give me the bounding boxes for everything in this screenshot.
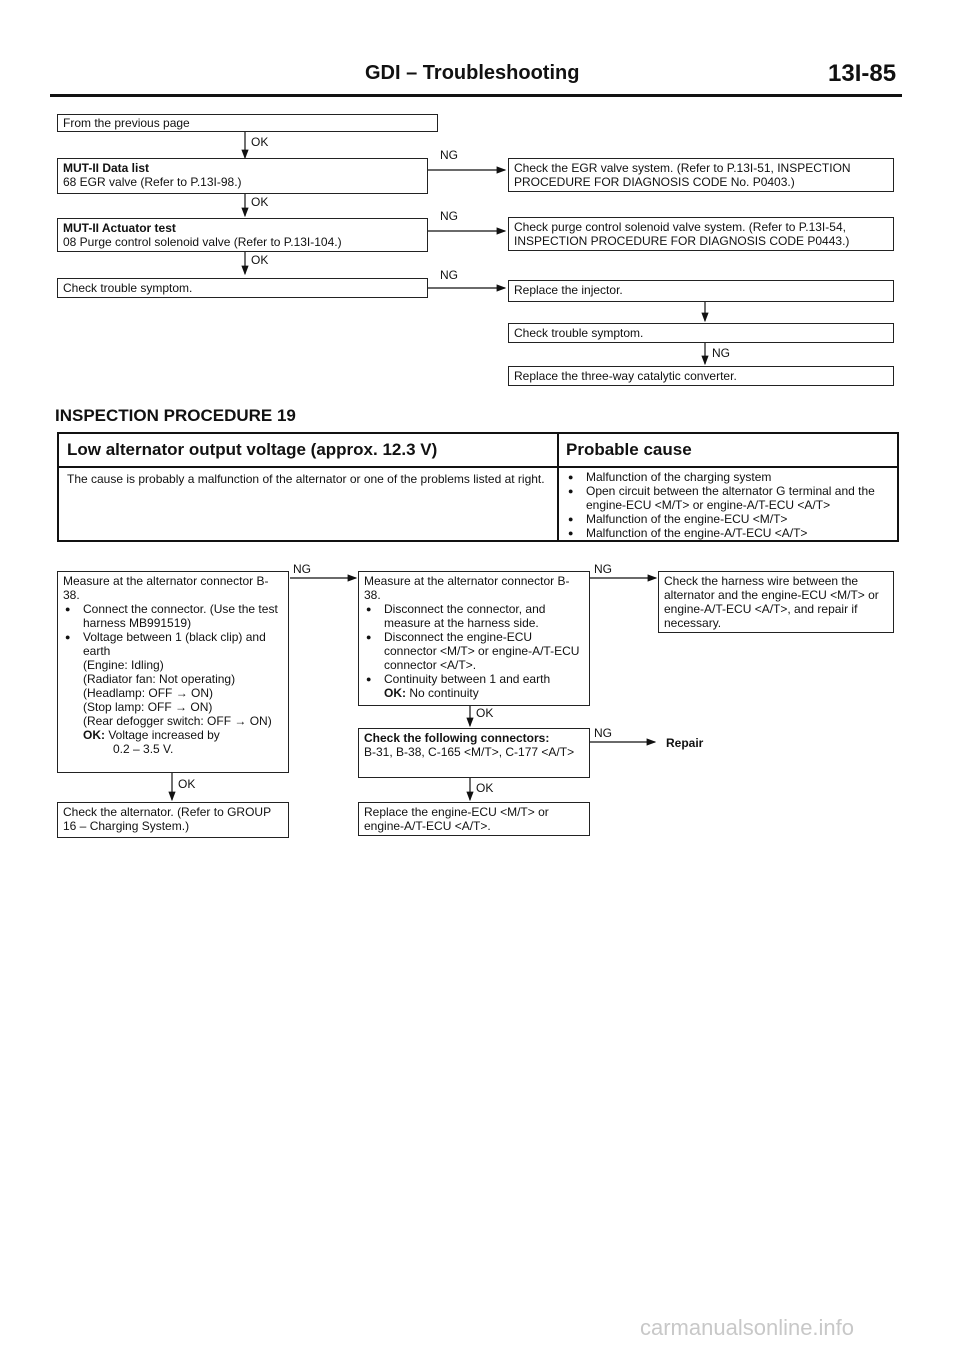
mut-data-list-title: MUT-II Data list <box>63 161 150 175</box>
table-divider-v <box>557 434 559 540</box>
condition-item: (Radiator fan: Not operating) <box>83 672 236 686</box>
replace-injector-text: Replace the injector. <box>514 283 623 297</box>
check-symptom-2-box <box>508 323 894 343</box>
ok-criteria-label: OK: <box>83 728 105 742</box>
measure-step: ● Connect the connector. (Use the test harness MB991519) <box>63 602 283 630</box>
check-symptom-2-text: Check trouble symptom. <box>514 326 644 340</box>
check-alternator-text: Check the alternator. (Refer to GROUP 16 – Charging System.) <box>63 805 271 833</box>
ok-label-1: OK <box>251 135 269 149</box>
connectors-check-title: Check the following connectors: <box>364 731 550 745</box>
ng-label-5: NG <box>293 562 311 576</box>
ng-label-3: NG <box>440 268 458 282</box>
ng-label-2: NG <box>440 209 458 223</box>
actuator-test-box <box>57 218 428 252</box>
measure-connected-title: Measure at the alternator connector B-38. <box>63 574 269 602</box>
ok-label-3: OK <box>251 253 269 267</box>
ok-criteria-2-text: No continuity <box>409 686 479 700</box>
cause-item: ● Open circuit between the alternator G terminal and the engine-ECU <M/T> or engine-A/T-ECU <A/T> <box>566 484 896 512</box>
symptom-header: Low alternator output voltage (approx. 12.3 V) <box>67 440 438 459</box>
replace-catalytic-box <box>508 366 894 386</box>
from-previous-text: From the previous page <box>63 116 190 130</box>
page-title: GDI – Troubleshooting <box>365 62 580 84</box>
condition-item: (Stop lamp: OFF → ON) <box>83 700 213 714</box>
condition-list <box>63 658 283 756</box>
ng-label-6: NG <box>594 562 612 576</box>
connectors-check-body: B-31, B-38, C-165 <M/T>, C-177 <A/T> <box>364 745 575 759</box>
condition-item: (Rear defogger switch: OFF → ON) <box>83 714 272 728</box>
cause-header: Probable cause <box>566 440 692 459</box>
measure-step: ● Continuity between 1 and earth <box>364 672 584 686</box>
measure-step: ● Voltage between 1 (black clip) and earth <box>63 630 283 658</box>
ok-criteria <box>83 728 283 742</box>
inspection-heading: INSPECTION PROCEDURE 19 <box>55 406 296 425</box>
check-alternator-box <box>57 802 289 838</box>
replace-injector-box <box>508 280 894 302</box>
ng-label-7: NG <box>594 726 612 740</box>
ok-criteria-2 <box>364 686 584 700</box>
measure-step: ● Disconnect the connector, and measure at the harness side. <box>364 602 584 630</box>
from-previous-box <box>57 114 438 132</box>
check-symptom-text: Check trouble symptom. <box>63 281 193 295</box>
measure-disconnected-box <box>358 571 590 706</box>
mut-data-list-box <box>57 158 428 194</box>
replace-catalytic-text: Replace the three-way catalytic converter. <box>514 369 737 383</box>
actuator-test-title: MUT-II Actuator test <box>63 221 176 235</box>
table-divider-h <box>59 466 897 468</box>
replace-ecu-box <box>358 802 590 836</box>
page-number: 13I-85 <box>828 60 897 87</box>
ng-label-1: NG <box>440 148 458 162</box>
connectors-check-box <box>358 728 590 778</box>
ok-label-6: OK <box>476 781 494 795</box>
measure-disconnected-title: Measure at the alternator connector B-38. <box>364 574 570 602</box>
cause-item: ● Malfunction of the engine-ECU <M/T> <box>566 512 896 526</box>
symptom-cause-table <box>57 432 899 542</box>
cause-list <box>566 470 896 540</box>
ok-label-5: OK <box>476 706 494 720</box>
cause-item: ● Malfunction of the engine-A/T-ECU <A/T> <box>566 526 896 540</box>
purge-check-box <box>508 217 894 251</box>
ok-criteria-text: Voltage increased by <box>108 728 220 742</box>
condition-item: (Headlamp: OFF → ON) <box>83 686 214 700</box>
actuator-test-body: 08 Purge control solenoid valve (Refer to P.13I-104.) <box>63 235 342 249</box>
measure-connected-box <box>57 571 289 773</box>
ok-label-2: OK <box>251 195 269 209</box>
harness-check-text: Check the harness wire between the alternator and the engine-ECU <M/T> or engine-A/T-ECU <A/T>, and repair if necessary. <box>664 574 879 630</box>
ok-criteria-2-label: OK: <box>384 686 406 700</box>
egr-check-text: Check the EGR valve system. (Refer to P.13I-51, INSPECTION PROCEDURE FOR DIAGNOSIS CODE No. P0403.) <box>514 161 851 189</box>
condition-item: (Engine: Idling) <box>83 658 164 672</box>
egr-check-box <box>508 158 894 192</box>
purge-check-text: Check purge control solenoid valve system. (Refer to P.13I-54, INSPECTION PROCEDURE FOR DIAGNOSIS CODE P0443.) <box>514 220 850 248</box>
ok-criteria-value: 0.2 – 3.5 V. <box>113 742 174 756</box>
measure-step: ● Disconnect the engine-ECU connector <M/T> or engine-A/T-ECU connector <A/T>. <box>364 630 584 672</box>
cause-description: The cause is probably a malfunction of the alternator or one of the problems listed at right. <box>67 472 545 486</box>
ok-label-4: OK <box>178 777 196 791</box>
cause-item: ● Malfunction of the charging system <box>566 470 896 484</box>
check-symptom-box <box>57 278 428 298</box>
replace-ecu-text: Replace the engine-ECU <M/T> or engine-A/T-ECU <A/T>. <box>364 805 549 833</box>
watermark: carmanualsonline.info <box>640 1315 855 1340</box>
ng-label-4: NG <box>712 346 730 360</box>
repair-label: Repair <box>666 736 704 750</box>
harness-check-box <box>658 571 894 633</box>
measure-connected-list <box>63 602 283 658</box>
measure-disconnected-list <box>364 602 584 686</box>
mut-data-list-body: 68 EGR valve (Refer to P.13I-98.) <box>63 175 242 189</box>
